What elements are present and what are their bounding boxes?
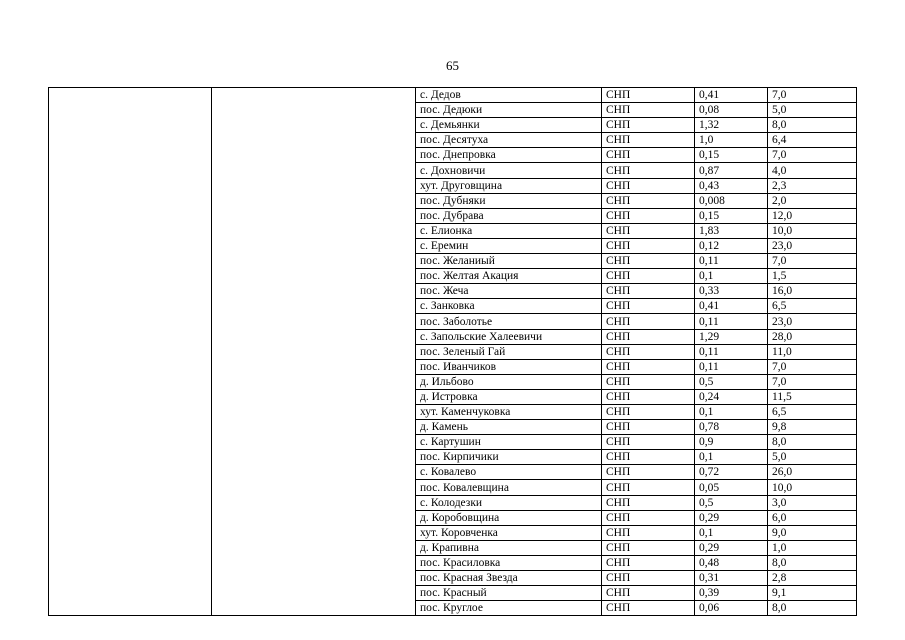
area-value-cell: 1,0 bbox=[695, 133, 768, 148]
area-value-cell: 0,008 bbox=[695, 193, 768, 208]
distance-value-cell: 5,0 bbox=[768, 103, 857, 118]
distance-value-cell: 26,0 bbox=[768, 465, 857, 480]
category-cell: СНП bbox=[602, 208, 695, 223]
distance-value-cell: 28,0 bbox=[768, 329, 857, 344]
settlement-name-cell: пос. Красиловка bbox=[416, 555, 602, 570]
distance-value-cell: 9,0 bbox=[768, 525, 857, 540]
distance-value-cell: 8,0 bbox=[768, 555, 857, 570]
distance-value-cell: 2,0 bbox=[768, 193, 857, 208]
settlement-name-cell: пос. Заболотье bbox=[416, 314, 602, 329]
area-value-cell: 0,48 bbox=[695, 555, 768, 570]
category-cell: СНП bbox=[602, 163, 695, 178]
distance-value-cell: 7,0 bbox=[768, 88, 857, 103]
category-cell: СНП bbox=[602, 133, 695, 148]
distance-value-cell: 5,0 bbox=[768, 450, 857, 465]
area-value-cell: 0,87 bbox=[695, 163, 768, 178]
distance-value-cell: 8,0 bbox=[768, 118, 857, 133]
distance-value-cell: 8,0 bbox=[768, 435, 857, 450]
settlement-name-cell: хут. Коровченка bbox=[416, 525, 602, 540]
area-value-cell: 0,05 bbox=[695, 480, 768, 495]
distance-value-cell: 2,8 bbox=[768, 571, 857, 586]
area-value-cell: 0,41 bbox=[695, 88, 768, 103]
category-cell: СНП bbox=[602, 389, 695, 404]
settlement-name-cell: пос. Дубрава bbox=[416, 208, 602, 223]
settlements-table bbox=[48, 87, 857, 616]
category-cell: СНП bbox=[602, 540, 695, 555]
settlement-name-cell: д. Коробовщина bbox=[416, 510, 602, 525]
distance-value-cell: 1,0 bbox=[768, 540, 857, 555]
area-value-cell: 0,15 bbox=[695, 148, 768, 163]
distance-value-cell: 2,3 bbox=[768, 178, 857, 193]
distance-value-cell: 8,0 bbox=[768, 601, 857, 616]
area-value-cell: 0,41 bbox=[695, 299, 768, 314]
area-value-cell: 1,32 bbox=[695, 118, 768, 133]
settlement-name-cell: пос. Красный bbox=[416, 586, 602, 601]
category-cell: СНП bbox=[602, 525, 695, 540]
category-cell: СНП bbox=[602, 450, 695, 465]
category-cell: СНП bbox=[602, 344, 695, 359]
settlement-name-cell: с. Елионка bbox=[416, 223, 602, 238]
settlement-name-cell: с. Колодезки bbox=[416, 495, 602, 510]
category-cell: СНП bbox=[602, 601, 695, 616]
distance-value-cell: 11,5 bbox=[768, 389, 857, 404]
settlement-name-cell: пос. Жеча bbox=[416, 284, 602, 299]
settlement-name-cell: с. Ковалево bbox=[416, 465, 602, 480]
category-cell: СНП bbox=[602, 420, 695, 435]
area-value-cell: 0,15 bbox=[695, 208, 768, 223]
area-value-cell: 0,1 bbox=[695, 404, 768, 419]
category-cell: СНП bbox=[602, 435, 695, 450]
distance-value-cell: 7,0 bbox=[768, 374, 857, 389]
settlement-name-cell: с. Дедов bbox=[416, 88, 602, 103]
distance-value-cell: 10,0 bbox=[768, 223, 857, 238]
distance-value-cell: 11,0 bbox=[768, 344, 857, 359]
empty-column-cell bbox=[49, 88, 212, 616]
category-cell: СНП bbox=[602, 555, 695, 570]
settlement-name-cell: пос. Желтая Акация bbox=[416, 269, 602, 284]
category-cell: СНП bbox=[602, 254, 695, 269]
distance-value-cell: 6,5 bbox=[768, 299, 857, 314]
settlement-name-cell: пос. Десятуха bbox=[416, 133, 602, 148]
area-value-cell: 0,24 bbox=[695, 389, 768, 404]
distance-value-cell: 6,4 bbox=[768, 133, 857, 148]
category-cell: СНП bbox=[602, 238, 695, 253]
settlement-name-cell: пос. Иванчиков bbox=[416, 359, 602, 374]
area-value-cell: 0,11 bbox=[695, 314, 768, 329]
page-number: 65 bbox=[446, 58, 459, 73]
distance-value-cell: 9,1 bbox=[768, 586, 857, 601]
category-cell: СНП bbox=[602, 299, 695, 314]
settlement-name-cell: пос. Желаниый bbox=[416, 254, 602, 269]
settlements-table-body bbox=[49, 88, 857, 616]
area-value-cell: 1,29 bbox=[695, 329, 768, 344]
distance-value-cell: 6,5 bbox=[768, 404, 857, 419]
settlement-name-cell: пос. Дедюки bbox=[416, 103, 602, 118]
area-value-cell: 0,08 bbox=[695, 103, 768, 118]
settlement-name-cell: пос. Зеленый Гай bbox=[416, 344, 602, 359]
distance-value-cell: 10,0 bbox=[768, 480, 857, 495]
area-value-cell: 0,9 bbox=[695, 435, 768, 450]
category-cell: СНП bbox=[602, 374, 695, 389]
category-cell: СНП bbox=[602, 148, 695, 163]
settlement-name-cell: пос. Дубняки bbox=[416, 193, 602, 208]
category-cell: СНП bbox=[602, 284, 695, 299]
category-cell: СНП bbox=[602, 465, 695, 480]
distance-value-cell: 7,0 bbox=[768, 359, 857, 374]
table-row bbox=[49, 88, 857, 103]
category-cell: СНП bbox=[602, 359, 695, 374]
settlement-name-cell: с. Занковка bbox=[416, 299, 602, 314]
settlement-name-cell: с. Еремин bbox=[416, 238, 602, 253]
area-value-cell: 0,72 bbox=[695, 465, 768, 480]
area-value-cell: 0,31 bbox=[695, 571, 768, 586]
category-cell: СНП bbox=[602, 571, 695, 586]
distance-value-cell: 7,0 bbox=[768, 254, 857, 269]
settlement-name-cell: пос. Красная Звезда bbox=[416, 571, 602, 586]
empty-column-cell bbox=[212, 88, 416, 616]
area-value-cell: 0,5 bbox=[695, 495, 768, 510]
category-cell: СНП bbox=[602, 103, 695, 118]
settlement-name-cell: с. Дохновичи bbox=[416, 163, 602, 178]
settlement-name-cell: д. Истровка bbox=[416, 389, 602, 404]
distance-value-cell: 4,0 bbox=[768, 163, 857, 178]
distance-value-cell: 16,0 bbox=[768, 284, 857, 299]
settlement-name-cell: с. Демьянки bbox=[416, 118, 602, 133]
category-cell: СНП bbox=[602, 223, 695, 238]
area-value-cell: 0,1 bbox=[695, 525, 768, 540]
distance-value-cell: 9,8 bbox=[768, 420, 857, 435]
area-value-cell: 1,83 bbox=[695, 223, 768, 238]
category-cell: СНП bbox=[602, 329, 695, 344]
category-cell: СНП bbox=[602, 314, 695, 329]
settlement-name-cell: пос. Днепровка bbox=[416, 148, 602, 163]
area-value-cell: 0,1 bbox=[695, 269, 768, 284]
category-cell: СНП bbox=[602, 404, 695, 419]
settlement-name-cell: д. Ильбово bbox=[416, 374, 602, 389]
area-value-cell: 0,33 bbox=[695, 284, 768, 299]
category-cell: СНП bbox=[602, 178, 695, 193]
area-value-cell: 0,11 bbox=[695, 359, 768, 374]
area-value-cell: 0,43 bbox=[695, 178, 768, 193]
distance-value-cell: 3,0 bbox=[768, 495, 857, 510]
category-cell: СНП bbox=[602, 88, 695, 103]
area-value-cell: 0,11 bbox=[695, 344, 768, 359]
area-value-cell: 0,78 bbox=[695, 420, 768, 435]
area-value-cell: 0,06 bbox=[695, 601, 768, 616]
category-cell: СНП bbox=[602, 269, 695, 284]
category-cell: СНП bbox=[602, 495, 695, 510]
category-cell: СНП bbox=[602, 193, 695, 208]
distance-value-cell: 6,0 bbox=[768, 510, 857, 525]
settlement-name-cell: пос. Кирпичики bbox=[416, 450, 602, 465]
category-cell: СНП bbox=[602, 118, 695, 133]
category-cell: СНП bbox=[602, 480, 695, 495]
area-value-cell: 0,29 bbox=[695, 540, 768, 555]
settlement-name-cell: д. Камень bbox=[416, 420, 602, 435]
distance-value-cell: 23,0 bbox=[768, 314, 857, 329]
settlement-name-cell: пос. Ковалевщина bbox=[416, 480, 602, 495]
category-cell: СНП bbox=[602, 586, 695, 601]
settlement-name-cell: с. Картушин bbox=[416, 435, 602, 450]
settlement-name-cell: д. Крапивна bbox=[416, 540, 602, 555]
area-value-cell: 0,5 bbox=[695, 374, 768, 389]
distance-value-cell: 23,0 bbox=[768, 238, 857, 253]
area-value-cell: 0,12 bbox=[695, 238, 768, 253]
area-value-cell: 0,39 bbox=[695, 586, 768, 601]
distance-value-cell: 1,5 bbox=[768, 269, 857, 284]
settlement-name-cell: хут. Каменчуковка bbox=[416, 404, 602, 419]
distance-value-cell: 12,0 bbox=[768, 208, 857, 223]
area-value-cell: 0,29 bbox=[695, 510, 768, 525]
category-cell: СНП bbox=[602, 510, 695, 525]
distance-value-cell: 7,0 bbox=[768, 148, 857, 163]
area-value-cell: 0,1 bbox=[695, 450, 768, 465]
area-value-cell: 0,11 bbox=[695, 254, 768, 269]
settlement-name-cell: хут. Друговщина bbox=[416, 178, 602, 193]
settlement-name-cell: с. Запольские Халеевичи bbox=[416, 329, 602, 344]
settlement-name-cell: пос. Круглое bbox=[416, 601, 602, 616]
